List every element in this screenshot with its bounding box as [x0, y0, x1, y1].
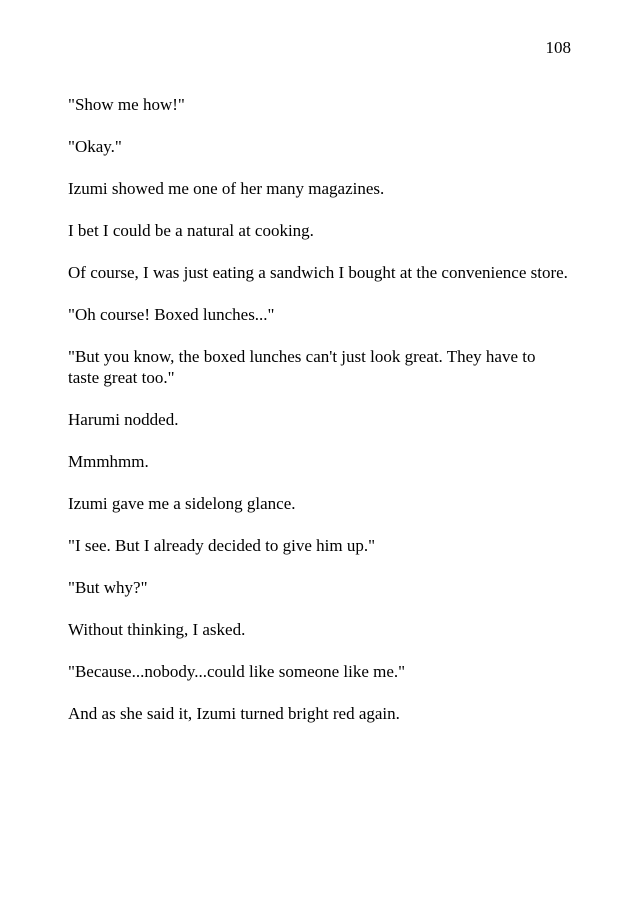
paragraph: Of course, I was just eating a sandwich I bought at the convenience store.	[68, 263, 568, 282]
paragraph: Mmmhmm.	[68, 452, 149, 471]
paragraph: "I see. But I already decided to give him up."	[68, 536, 376, 555]
paragraph: "Because...nobody...could like someone like me."	[68, 662, 406, 681]
paragraph: "Show me how!"	[68, 95, 185, 114]
paragraph: Without thinking, I asked.	[68, 620, 246, 639]
page-body	[68, 94, 568, 745]
paragraph: "Okay."	[68, 137, 122, 156]
paragraph: Harumi nodded.	[68, 410, 179, 429]
paragraph: "Oh course! Boxed lunches..."	[68, 305, 275, 324]
page-number: 108	[545, 38, 571, 57]
paragraph: "But you know, the boxed lunches can't just look great. They have to taste great too."	[68, 347, 536, 387]
paragraph: Izumi gave me a sidelong glance.	[68, 494, 296, 513]
paragraph: And as she said it, Izumi turned bright red again.	[68, 704, 400, 723]
paragraph: I bet I could be a natural at cooking.	[68, 221, 314, 240]
paragraph: Izumi showed me one of her many magazines.	[68, 179, 385, 198]
paragraph: "But why?"	[68, 578, 148, 597]
